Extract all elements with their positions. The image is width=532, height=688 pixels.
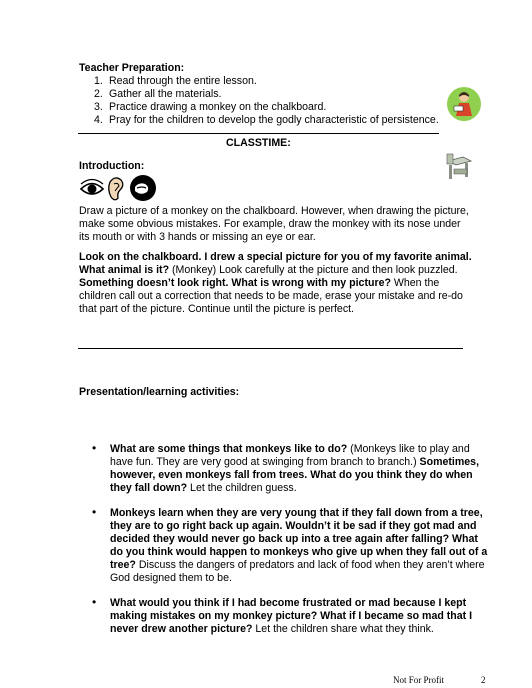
presentation-bullets <box>92 443 492 636</box>
intro-run: When the children call out a correction that needs to be made, erase your mistake and re-do that part of the picture. Continue until the picture is perfect. <box>79 277 463 315</box>
intro-run-bold: Look on the chalkboard. I drew a special picture for you of my favorite animal. What animal is it? <box>79 251 472 276</box>
classtime-heading: CLASSTIME: <box>226 137 291 149</box>
eye-ear-mouth-icon <box>79 173 157 203</box>
footer-label: Not For Profit <box>393 675 445 685</box>
teacher-prep-heading: Teacher Preparation: <box>79 62 185 74</box>
teacher-clipart-icon <box>446 86 482 122</box>
introduction-paragraph-1: Draw a picture of a monkey on the chalkboard. However, when drawing the picture, make some obvious mistakes. For example, draw the monkey with its nose under its mouth or with 3 hands or missing an eye or ear. <box>79 205 469 243</box>
list-item: 1. Read through the entire lesson. <box>94 75 257 87</box>
presentation-heading: Presentation/learning activities: <box>79 386 240 398</box>
page-number: 2 <box>481 675 486 685</box>
intro-run: (Monkey) Look carefully at the picture and then look puzzled. <box>169 264 458 276</box>
introduction-heading: Introduction: <box>79 160 145 172</box>
introduction-paragraph-2 <box>79 251 474 316</box>
list-item: 2. Gather all the materials. <box>94 88 222 100</box>
desk-clipart-icon <box>445 153 473 183</box>
divider <box>78 133 439 134</box>
list-item: • What would you think if I had become frustrated or mad because I kept making mistakes on my monkey picture? What if I became so mad that I never drew another picture? Let the children share what they think. <box>92 597 492 636</box>
intro-run-bold: Something doesn’t look right. What is wrong with my picture? <box>79 277 391 289</box>
divider <box>78 348 463 349</box>
list-item: 4. Pray for the children to develop the godly characteristic of persistence. <box>94 114 439 126</box>
teacher-prep-list <box>94 75 454 127</box>
list-item: 3. Practice drawing a monkey on the chalkboard. <box>94 101 327 113</box>
list-item: • Monkeys learn when they are very young that if they fall down from a tree, they are to go right back up again. Wouldn’t it be sad if they got mad and decided they would never go back up into a tree again after falling? What do you think would happen to monkeys who give up when they fall out of a tree? Discuss the dangers of predators and lack of food when they aren’t where God designed them to be. <box>92 507 492 585</box>
list-item: • What are some things that monkeys like to do? (Monkeys like to play and have fun. They are very good at swinging from branch to branch.) Sometimes, however, even monkeys fall from trees. What do you think they do when they fall down? Let the children guess. <box>92 443 492 495</box>
